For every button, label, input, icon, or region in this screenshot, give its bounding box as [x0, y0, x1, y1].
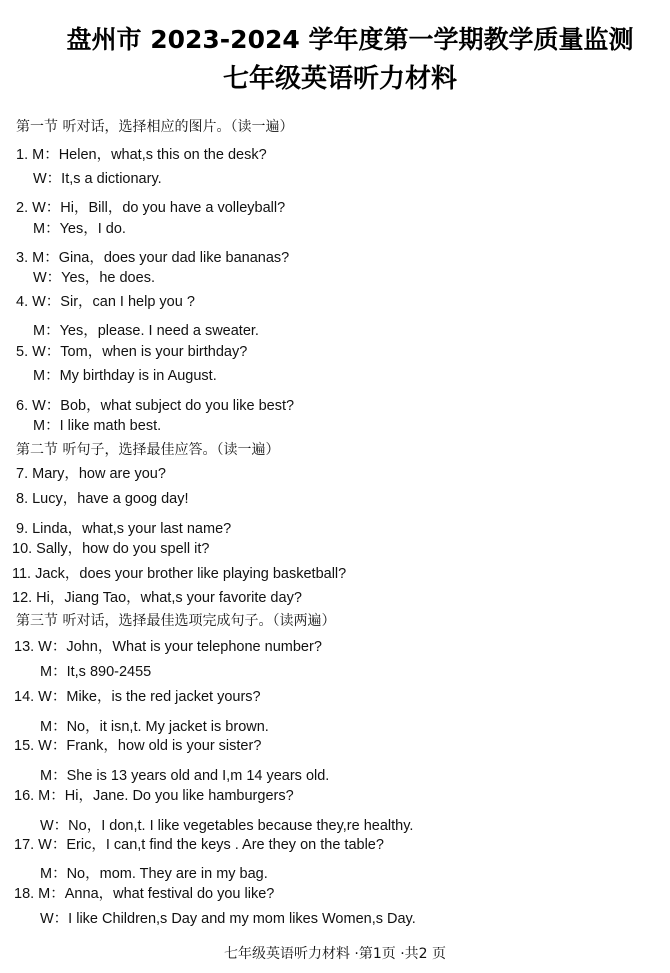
- dialogue-line: M：My birthday is in August.: [33, 368, 217, 384]
- dialogue-line: 17. W：Eric，I can,t find the keys . Are they on the table?: [14, 837, 384, 853]
- dialogue-line: 2. W：Hi，Bill，do you have a volleyball?: [16, 200, 286, 216]
- page-footer: 七年级英语听力材料 ·第1页 ·共2 页: [223, 946, 447, 962]
- dialogue-line: 5. W：Tom，when is your birthday?: [16, 344, 248, 360]
- document-subtitle: 七年级英语听力材料: [222, 64, 457, 94]
- sentence-line: 8. Lucy，have a goog day!: [16, 491, 189, 507]
- sentence-line: 7. Mary，how are you?: [16, 466, 166, 482]
- dialogue-line: M：No，it isn,t. My jacket is brown.: [40, 719, 269, 735]
- dialogue-line: W：No，I don,t. I like vegetables because they,re healthy.: [40, 818, 414, 834]
- dialogue-line: 4. W：Sir，can I help you ?: [16, 294, 195, 310]
- dialogue-line: M：No，mom. They are in my bag.: [40, 866, 268, 882]
- dialogue-line: 18. M：Anna，what festival do you like?: [14, 886, 275, 902]
- section-heading-1: 第一节 听对话，选择相应的图片。（读一遍）: [16, 119, 294, 135]
- dialogue-line: M：I like math best.: [33, 418, 162, 434]
- dialogue-line: M：She is 13 years old and I,m 14 years old.: [40, 768, 330, 784]
- dialogue-line: 3. M：Gina，does your dad like bananas?: [16, 250, 290, 266]
- dialogue-line: M：Yes，please. I need a sweater.: [33, 323, 259, 339]
- dialogue-line: M：It,s 890-2455: [40, 664, 152, 680]
- dialogue-line: 15. W：Frank，how old is your sister?: [14, 738, 262, 754]
- document-title: 盘州市 2023-2024 学年度第一学期教学质量监测: [66, 25, 634, 54]
- dialogue-line: 1. M：Helen，what,s this on the desk?: [16, 147, 267, 163]
- sentence-line: 12. Hi，Jiang Tao，what,s your favorite day?: [12, 590, 302, 606]
- dialogue-line: M：Yes，I do.: [33, 221, 126, 237]
- dialogue-line: W：I like Children,s Day and my mom likes Women,s Day.: [40, 911, 416, 927]
- dialogue-line: W：It,s a dictionary.: [33, 171, 162, 187]
- section-heading-3: 第三节 听对话，选择最佳选项完成句子。（读两遍）: [16, 613, 336, 629]
- dialogue-line: 14. W：Mike，is the red jacket yours?: [14, 689, 261, 705]
- dialogue-line: W：Yes，he does.: [33, 270, 155, 286]
- dialogue-line: 6. W：Bob，what subject do you like best?: [16, 398, 295, 414]
- sentence-line: 11. Jack，does your brother like playing basketball?: [12, 566, 347, 582]
- sentence-line: 10. Sally，how do you spell it?: [12, 541, 210, 557]
- dialogue-line: 16. M：Hi，Jane. Do you like hamburgers?: [14, 788, 294, 804]
- sentence-line: 9. Linda，what,s your last name?: [16, 521, 232, 537]
- section-heading-2: 第二节 听句子，选择最佳应答。（读一遍）: [16, 442, 280, 458]
- dialogue-line: 13. W：John，What is your telephone number?: [14, 639, 322, 655]
